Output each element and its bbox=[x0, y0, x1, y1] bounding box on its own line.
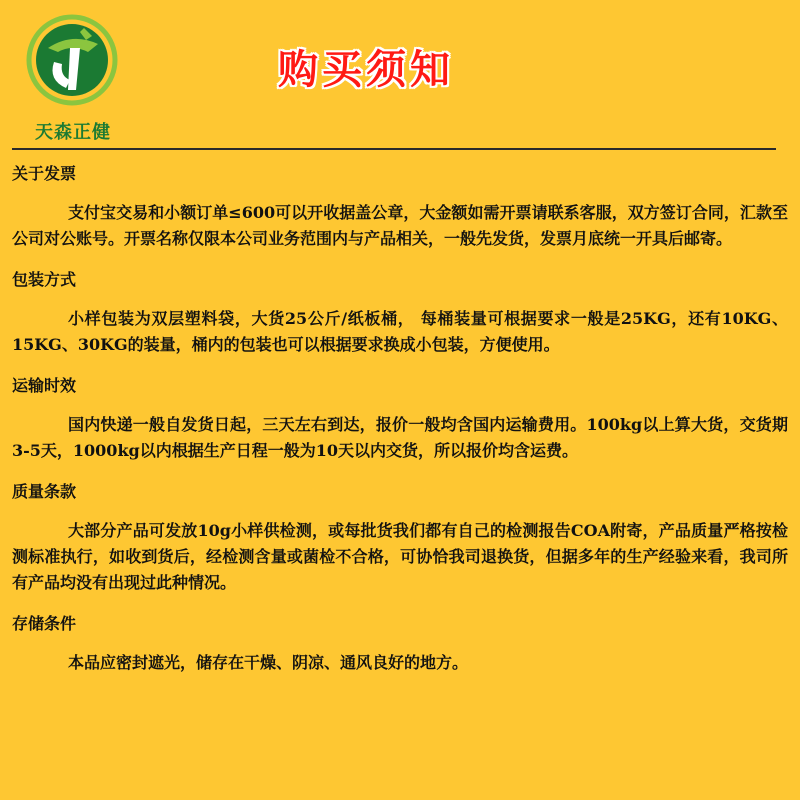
section-quality bbox=[12, 480, 788, 596]
section-heading: 运输时效 bbox=[12, 376, 77, 395]
page-title: 购买须知 bbox=[278, 47, 454, 93]
section-heading: 关于发票 bbox=[12, 164, 77, 183]
notice-content bbox=[12, 162, 788, 692]
section-shipping bbox=[12, 374, 788, 464]
section-body: 国内快递一般自发货日起，三天左右到达，报价一般均含国内运输费用。100kg以上算大货，交货期3-5天，1000kg以内根据生产日程一般为10天以内交货，所以报价均含运费。 bbox=[12, 415, 788, 460]
brand-name: 天森正健 bbox=[35, 122, 111, 143]
section-body: 大部分产品可发放10g小样供检测，或每批货我们都有自己的检测报告COA附寄，产品质量严格按检测标准执行，如收到货后，经检测含量或菌检不合格，可协恰我司退换货，但据多年的生产经验来看，我司所有产品均没有出现过此种情况。 bbox=[12, 521, 788, 592]
leaf-logo-icon bbox=[26, 14, 118, 106]
brand-logo bbox=[18, 14, 128, 154]
divider bbox=[12, 148, 776, 150]
section-packaging bbox=[12, 268, 788, 358]
section-body: 支付宝交易和小额订单≤600可以开收据盖公章，大金额如需开票请联系客服，双方签订合同，汇款至公司对公账号。开票名称仅限本公司业务范围内与产品相关，一般先发货，发票月底统一开具后邮寄。 bbox=[12, 203, 788, 248]
section-body: 小样包装为双层塑料袋，大货25公斤/纸板桶， 每桶装量可根据要求一般是25KG，还有10KG、15KG、30KG的装量，桶内的包装也可以根据要求换成小包装，方便使用。 bbox=[12, 309, 788, 354]
section-heading: 存储条件 bbox=[12, 614, 77, 633]
section-heading: 质量条款 bbox=[12, 482, 77, 501]
section-body: 本品应密封遮光，储存在干燥、阴凉、通风良好的地方。 bbox=[68, 653, 469, 672]
header bbox=[0, 0, 800, 160]
section-invoice bbox=[12, 162, 788, 252]
section-heading: 包装方式 bbox=[12, 270, 77, 289]
section-storage bbox=[12, 612, 788, 676]
